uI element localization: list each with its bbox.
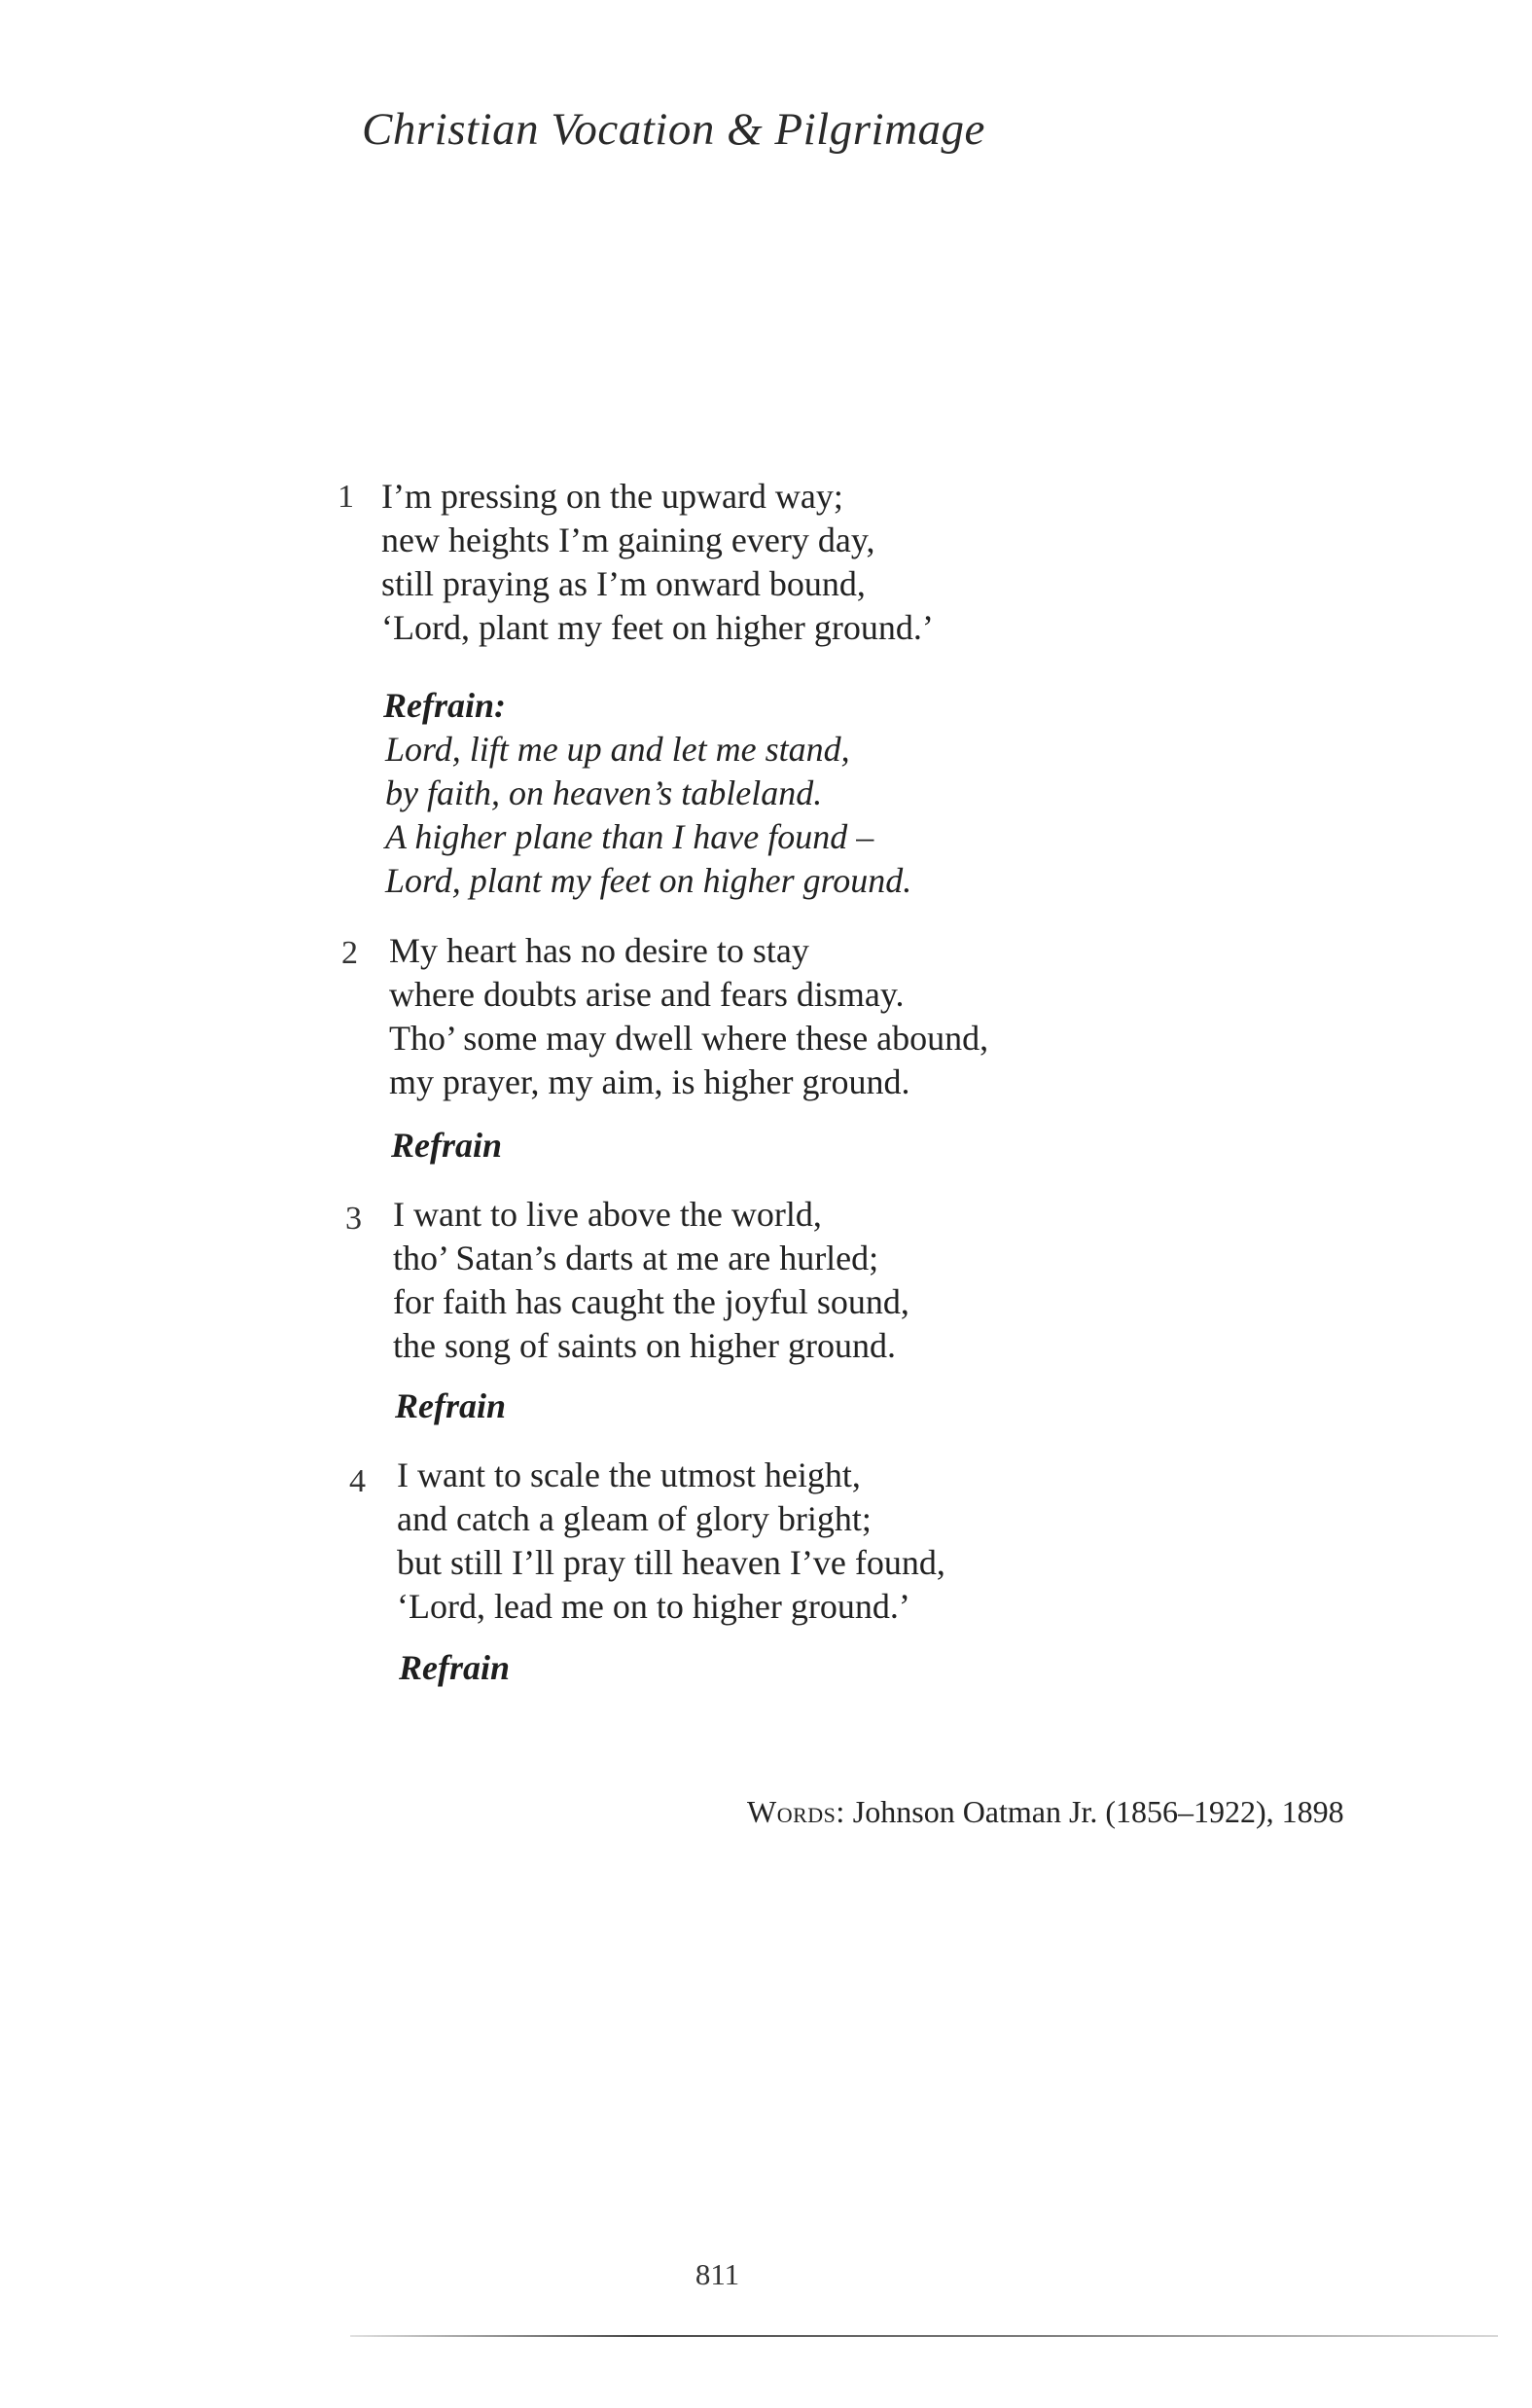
refrain-label: Refrain (391, 1126, 503, 1165)
verse-line: still praying as I’m onward bound, (381, 564, 866, 603)
refrain-label: Refrain (395, 1386, 507, 1425)
footer-rule (350, 2335, 1498, 2337)
verse-line: ‘Lord, lead me on to higher ground.’ (397, 1587, 910, 1626)
verse-line: the song of saints on higher ground. (393, 1326, 896, 1365)
refrain (385, 728, 911, 903)
verse-line: but still I’ll pray till heaven I’ve found, (397, 1543, 945, 1582)
refrain-label: Refrain: (383, 686, 506, 725)
verse-line: where doubts arise and fears dismay. (389, 975, 905, 1014)
page-header: Christian Vocation & Pilgrimage (362, 104, 985, 155)
verse-line: I want to live above the world, (393, 1195, 822, 1234)
verse-1 (381, 475, 934, 650)
words-credit (747, 1794, 1344, 1830)
verse-line: My heart has no desire to stay (389, 931, 809, 970)
verse-number: 2 (341, 935, 358, 971)
verse-4 (397, 1454, 945, 1629)
verse-number: 1 (338, 479, 354, 515)
refrain-label: Refrain (399, 1648, 511, 1687)
refrain-line: Lord, plant my feet on higher ground. (385, 861, 912, 900)
verse-line: ‘Lord, plant my feet on higher ground.’ (381, 608, 934, 647)
verse-number: 3 (345, 1201, 362, 1237)
verse-line: for faith has caught the joyful sound, (393, 1282, 909, 1321)
verse-line: I’m pressing on the upward way; (381, 477, 843, 516)
verse-number: 4 (349, 1463, 366, 1499)
verse-line: and catch a gleam of glory bright; (397, 1499, 872, 1538)
verse-3 (393, 1193, 909, 1368)
verse-line: Tho’ some may dwell where these abound, (389, 1019, 989, 1058)
refrain-line: by faith, on heaven’s tableland. (385, 773, 823, 812)
verse-2 (389, 929, 988, 1104)
credit-text: Johnson Oatman Jr. (1856–1922), 1898 (844, 1794, 1344, 1829)
verse-line: I want to scale the utmost height, (397, 1456, 861, 1494)
verse-line: my prayer, my aim, is higher ground. (389, 1062, 910, 1101)
refrain-line: Lord, lift me up and let me stand, (385, 730, 850, 769)
refrain-line: A higher plane than I have found – (385, 817, 874, 856)
page-number: 811 (695, 2257, 740, 2291)
credit-label: Words: (747, 1794, 845, 1829)
verse-line: new heights I’m gaining every day, (381, 521, 875, 559)
verse-line: tho’ Satan’s darts at me are hurled; (393, 1239, 879, 1277)
